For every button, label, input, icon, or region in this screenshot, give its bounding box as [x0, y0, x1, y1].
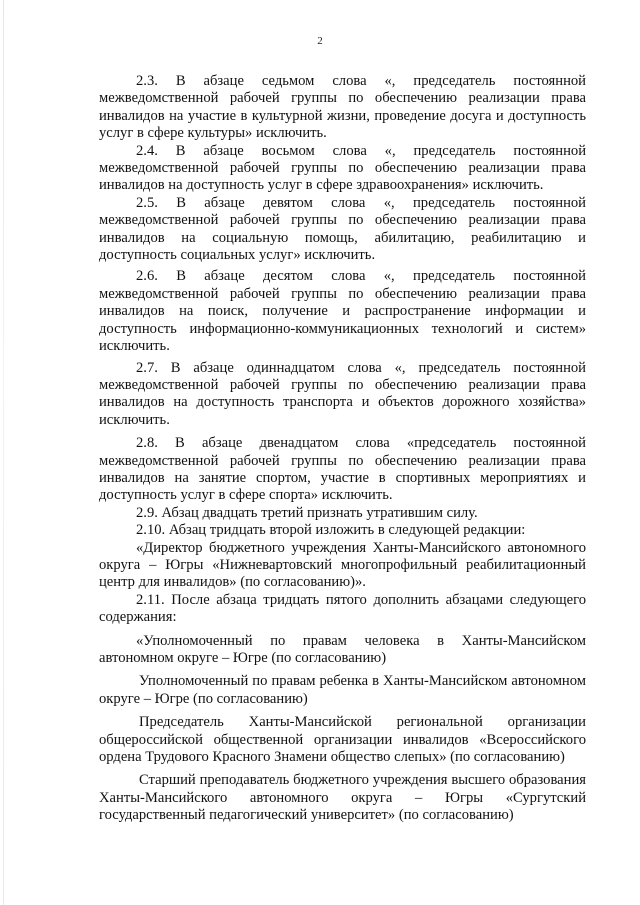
paragraph-blind-society-chair: Председатель Ханты-Мансийской региональной организации общероссийской общественной организации инвалидов «Всероссийского ордена Трудового Красного Знамени общество слепых» (по согласованию)	[99, 714, 586, 766]
paragraph-2-3: 2.3. В абзаце седьмом слова «, председатель постоянной межведомственной рабочей группы по обеспечению реализации права инвалидов на участие в культурной жизни, проведение досуга и доступность услуг в сфере культуры» исключить.	[99, 73, 586, 142]
paragraph-2-10: 2.10. Абзац тридцать второй изложить в следующей редакции:	[136, 522, 526, 539]
paragraph-2-6: 2.6. В абзаце десятом слова «, председатель постоянной межведомственной рабочей группы по обеспечению реализации права инвалидов на поиск, получение и распространение информации и доступность информационно-коммуникационных технологий и систем» исключить.	[99, 268, 586, 355]
paragraph-2-5: 2.5. В абзаце девятом слова «, председатель постоянной межведомственной рабочей группы по обеспечению реализации права инвалидов на социальную помощь, абилитацию, реабилитацию и доступность социальных услуг» исключить.	[99, 194, 586, 264]
page-number: 2	[317, 35, 323, 47]
document-body	[99, 73, 586, 825]
paragraph-senior-lecturer: Старший преподаватель бюджетного учреждения высшего образования Ханты-Мансийского автономного округа – Югры «Сургутский государственный педагогический университет» (по согласованию)	[99, 772, 586, 824]
paragraph-child-rights-ombudsman: Уполномоченный по правам ребенка в Ханты-Мансийском автономном округе – Югре (по согласованию)	[99, 673, 586, 707]
paragraph-director-quote: «Директор бюджетного учреждения Ханты-Мансийского автономного округа – Югры «Нижневартовский многопрофильный реабилитационный центр для инвалидов» (по согласованию)».	[99, 539, 586, 591]
paragraph-human-rights-ombudsman: «Уполномоченный по правам человека в Ханты-Мансийском автономном округе – Югре (по согласованию)	[99, 632, 586, 666]
paragraph-2-8: 2.8. В абзаце двенадцатом слова «председатель постоянной межведомственной рабочей группы по обеспечению реализации права инвалидов на занятие спортом, участие в спортивных мероприятиях и доступность услуг в сфере спорта» исключить.	[99, 435, 586, 504]
paragraph-2-11: 2.11. После абзаца тридцать пятого дополнить абзацами следующего содержания:	[99, 591, 586, 626]
paragraph-2-7: 2.7. В абзаце одиннадцатом слова «, председатель постоянной межведомственной рабочей группы по обеспечению реализации права инвалидов на доступность транспорта и объектов дорожного хозяйства» исключить.	[99, 359, 586, 428]
paragraph-2-9: 2.9. Абзац двадцать третий признать утратившим силу.	[136, 504, 478, 521]
paragraph-2-4: 2.4. В абзаце восьмом слова «, председатель постоянной межведомственной рабочей группы по обеспечению реализации права инвалидов на доступность услуг в сфере здравоохранения» исключить.	[99, 142, 586, 194]
scan-edge-line	[3, 0, 4, 905]
